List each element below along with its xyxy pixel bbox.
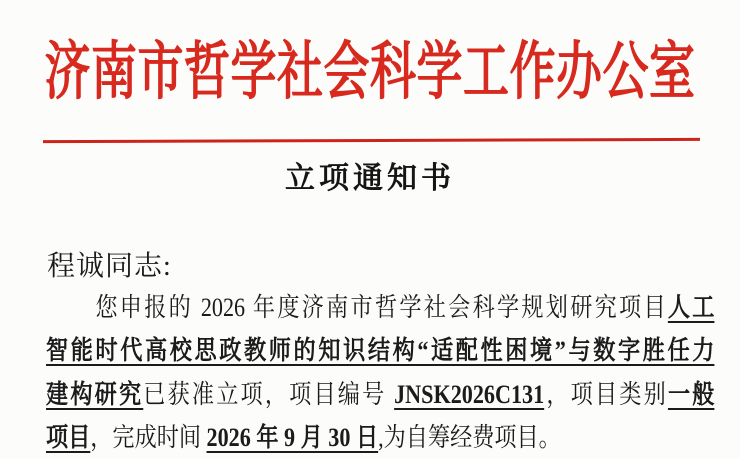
project-title-part-1: 人工 <box>667 293 715 322</box>
body-line-1 <box>46 286 714 329</box>
document-title: 立项通知书 <box>285 162 455 195</box>
project-title-part-3: 建构研究 <box>46 379 144 409</box>
project-category-part-2: 项目 <box>46 422 91 452</box>
completion-date: 2026 年 9 月 30 日 <box>206 422 379 452</box>
body-line-4 <box>46 416 714 458</box>
project-title-part-2: 智能时代高校思政教师的知识结构“适配性困境”与数字胜任力 <box>46 336 715 366</box>
intro-text: 您申报的 2026 年度济南市哲学社会科学规划研究项目 <box>95 293 668 322</box>
approval-text: 已获准立项，项目编号 <box>143 379 395 409</box>
project-number: JNSK2026C131 <box>394 379 545 409</box>
body-line-2 <box>46 329 714 372</box>
project-category-part-1: 一般 <box>667 379 715 409</box>
salutation: 程诚同志: <box>47 251 172 282</box>
funding-text: ,为自筹经费项目。 <box>378 422 561 452</box>
completion-label-text: ，完成时间 <box>90 422 207 452</box>
letterhead-org-name: 济南市哲学社会科学工作办公室 <box>44 36 696 107</box>
letterhead-divider-rule <box>43 138 700 143</box>
body-line-3 <box>46 373 714 416</box>
category-label-text: ，项目类别 <box>544 379 668 409</box>
notice-body <box>46 286 714 458</box>
